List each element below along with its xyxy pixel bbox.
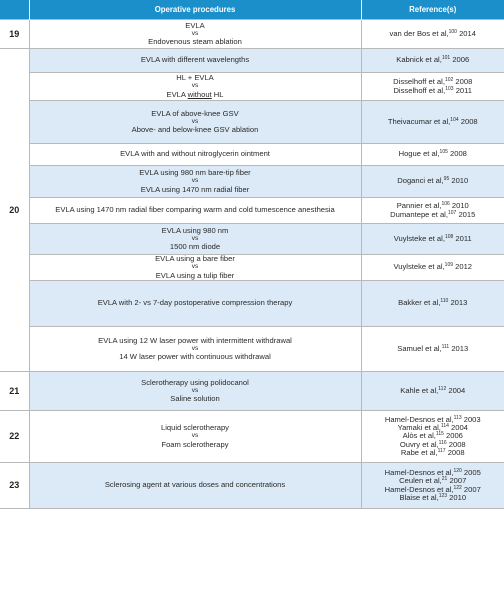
- procedure-line: EVLA using 980 nm bare-tip fiber: [139, 168, 251, 178]
- citation-number: 102: [444, 77, 454, 84]
- reference-entry: Kahle et al,$^{112}$ 2004: [400, 385, 466, 395]
- citation-number: 123: [438, 492, 448, 499]
- procedure-line: 1500 nm diode: [169, 242, 221, 252]
- table-row: [0, 73, 504, 101]
- reference-entry: Hamel-Desnos et al,$^{122}$ 2007: [384, 484, 481, 494]
- reference-cell: [361, 463, 504, 509]
- reference-cell: [361, 255, 504, 281]
- reference-entry: Hogue et al,$^{105}$ 2008: [398, 149, 467, 159]
- procedure-line: EVLA with different wavelengths: [140, 55, 250, 65]
- procedure-cell: [29, 73, 361, 101]
- table-row: [0, 49, 504, 73]
- procedure-line: EVLA using a tulip fiber: [155, 270, 235, 280]
- citation-number: 114: [440, 423, 449, 430]
- reference-entry: van der Bos et al,$^{100}$ 2014: [389, 28, 476, 38]
- reference-entry: Hamel-Desnos et al,$^{120}$ 2005: [384, 468, 481, 478]
- reference-cell: [361, 166, 504, 198]
- procedure-line: vs: [191, 263, 199, 271]
- reference-entry: Pannier et al,$^{106}$ 2010: [396, 201, 469, 211]
- reference-cell: [361, 372, 504, 411]
- procedure-line: vs: [191, 117, 199, 125]
- citation-number: 107: [447, 209, 457, 216]
- reference-cell: [361, 281, 504, 327]
- procedure-cell: [29, 198, 361, 224]
- procedure-cell: [29, 372, 361, 411]
- header-procedures: Operative procedures: [29, 0, 361, 20]
- table-row: [0, 327, 504, 372]
- reference-entry: Yamaki et al,$^{114}$ 2004: [397, 423, 468, 433]
- procedure-line: EVLA: [185, 20, 205, 30]
- procedure-line: vs: [191, 82, 199, 90]
- procedure-line: Sclerotherapy using polidocanol: [141, 377, 249, 387]
- procedure-line: vs: [191, 177, 199, 185]
- reference-entry: Bakker et al,$^{110}$ 2013: [398, 298, 468, 308]
- reference-entry: Ouvry et al,$^{116}$ 2008: [399, 439, 466, 449]
- citation-number: 120: [453, 468, 462, 475]
- reference-cell: [361, 224, 504, 255]
- table-row: [0, 101, 504, 144]
- procedure-line: Foam sclerotherapy: [161, 439, 229, 449]
- procedure-line: EVLA using 1470 nm radial fiber: [140, 184, 250, 194]
- procedure-cell: [29, 144, 361, 166]
- procedure-line: EVLA using 980 nm: [161, 225, 229, 235]
- citation-number: 109: [444, 262, 454, 269]
- reference-entry: Kabnick et al,$^{101}$ 2006: [396, 55, 470, 65]
- citation-number: 115: [435, 431, 444, 438]
- reference-entry: Disselhoff et al,$^{103}$ 2011: [393, 85, 473, 95]
- header-number: [0, 0, 29, 20]
- procedure-cell: [29, 49, 361, 73]
- procedure-line: vs: [191, 234, 199, 242]
- citation-number: 112: [438, 385, 447, 392]
- procedure-line: Liquid sclerotherapy: [161, 423, 229, 433]
- group-number: 21: [0, 372, 29, 411]
- group-number: 19: [0, 20, 29, 49]
- reference-entry: Dumantepe et al,$^{107}$ 2015: [390, 209, 476, 219]
- procedure-line: EVLA with and without nitroglycerin ointment: [120, 149, 270, 159]
- reference-cell: [361, 144, 504, 166]
- procedure-cell: [29, 166, 361, 198]
- reference-cell: [361, 20, 504, 49]
- procedure-line: EVLA using a bare fiber: [155, 254, 235, 264]
- table-row: [0, 224, 504, 255]
- citation-number: 21: [441, 476, 448, 483]
- reference-entry: Doganci et al,$^{95}$ 2010: [397, 176, 469, 186]
- table-body: [0, 20, 504, 509]
- procedure-line: Above- and below-knee GSV ablation: [131, 125, 259, 135]
- citation-number: 110: [440, 298, 449, 305]
- procedure-cell: [29, 281, 361, 327]
- procedure-cell: [29, 101, 361, 144]
- table-row: [0, 166, 504, 198]
- citation-number: 122: [453, 484, 462, 491]
- table-row: [0, 281, 504, 327]
- table-row: [0, 411, 504, 463]
- table-row: [0, 463, 504, 509]
- procedure-line: HL + EVLA: [176, 73, 214, 83]
- reference-cell: [361, 49, 504, 73]
- citation-number: 105: [439, 149, 448, 156]
- reference-entry: Blaise et al,$^{123}$ 2010: [399, 492, 467, 502]
- reference-entry: Disselhoff et al,$^{102}$ 2008: [393, 77, 473, 87]
- reference-cell: [361, 101, 504, 144]
- procedure-line: Sclerosing agent at various doses and concentrations: [104, 480, 286, 490]
- procedure-line: EVLA using 1470 nm radial fiber comparing warm and cold tumescence anesthesia: [55, 205, 335, 215]
- group-number: 22: [0, 411, 29, 463]
- procedure-cell: [29, 463, 361, 509]
- citation-number: 101: [441, 55, 451, 62]
- citation-number: 113: [453, 414, 462, 421]
- reference-cell: [361, 73, 504, 101]
- reference-entry: Samuel et al,$^{111}$ 2013: [397, 343, 469, 353]
- table-row: [0, 255, 504, 281]
- procedure-line: Saline solution: [170, 394, 220, 404]
- table-row: [0, 372, 504, 411]
- procedure-line: vs: [191, 344, 199, 352]
- reference-cell: [361, 411, 504, 463]
- procedure-cell: [29, 411, 361, 463]
- reference-entry: Alòs et al,$^{115}$ 2006: [402, 431, 463, 441]
- table-row: [0, 20, 504, 49]
- table-row: [0, 144, 504, 166]
- header-references: Reference(s): [361, 0, 504, 20]
- header-row: [0, 0, 504, 20]
- procedure-line: vs: [191, 29, 199, 37]
- reference-entry: Vuylsteke et al,$^{109}$ 2012: [393, 262, 473, 272]
- citation-number: 95: [443, 176, 450, 183]
- procedure-line: Endovenous steam ablation: [148, 37, 242, 47]
- reference-entry: Theivacumar et al,$^{104}$ 2008: [387, 116, 478, 126]
- procedure-line: EVLA of above-knee GSV: [151, 108, 239, 118]
- reference-entry: Vuylsteke et al,$^{108}$ 2011: [393, 233, 472, 243]
- procedure-line: EVLA with 2- vs 7-day postoperative compression therapy: [97, 298, 293, 308]
- reference-cell: [361, 327, 504, 372]
- citation-number: 116: [438, 439, 447, 446]
- procedure-cell: [29, 20, 361, 49]
- procedure-line: 14 W laser power with continuous withdrawal: [119, 352, 271, 362]
- procedure-cell: [29, 255, 361, 281]
- reference-entry: Ceulen et al,$^{21}$ 2007: [399, 476, 467, 486]
- citation-number: 111: [441, 343, 450, 350]
- procedure-line: EVLA using 12 W laser power with intermittent withdrawal: [98, 335, 292, 345]
- procedure-line: vs: [191, 432, 199, 440]
- procedure-line: EVLA without HL: [166, 89, 224, 99]
- procedure-cell: [29, 327, 361, 372]
- citation-number: 106: [441, 201, 450, 208]
- reference-entry: Rabe et al,$^{117}$ 2008: [400, 447, 465, 457]
- procedure-line: vs: [191, 386, 199, 394]
- table-row: [0, 198, 504, 224]
- citation-number: 100: [448, 28, 457, 35]
- group-number: 20: [0, 49, 29, 372]
- citation-number: 104: [450, 116, 459, 123]
- citation-number: 108: [444, 233, 454, 240]
- reference-cell: [361, 198, 504, 224]
- reference-entry: Hamel-Desnos et al,$^{113}$ 2003: [384, 414, 481, 424]
- procedure-cell: [29, 224, 361, 255]
- citation-number: 117: [437, 447, 446, 454]
- citation-number: 103: [445, 85, 454, 92]
- group-number: 23: [0, 463, 29, 509]
